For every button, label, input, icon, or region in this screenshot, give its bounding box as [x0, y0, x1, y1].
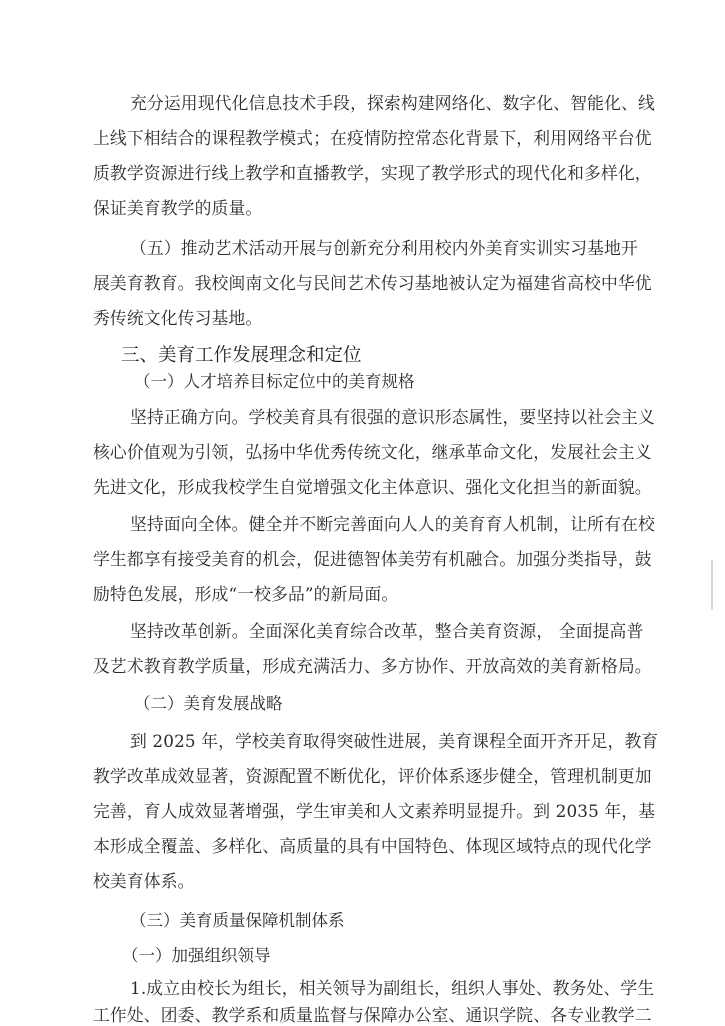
- paragraph-line: 励特色发展，形成“一校多品”的新局面。: [93, 584, 399, 604]
- paragraph-line: 及艺术教育教学质量，形成充满活力、多方协作、开放高效的美育新格局。: [93, 656, 652, 676]
- paragraph-line: 学生都享有接受美育的机会，促进德智体美劳有机融合。加强分类指导，鼓: [93, 549, 652, 569]
- paragraph-line: 保证美育教学的质量。: [93, 198, 263, 218]
- paragraph-line: 充分运用现代化信息技术手段，探索构建网络化、数字化、智能化、线: [130, 93, 655, 113]
- paragraph-line: （五）推动艺术活动开展与创新充分利用校内外美育实训实习基地开: [130, 238, 638, 258]
- scan-edge-mark: [711, 560, 713, 610]
- paragraph-line: 校美育体系。: [93, 871, 195, 891]
- subsection-heading: （三）美育质量保障机制体系: [130, 911, 345, 930]
- paragraph-line: 坚持面向全体。健全并不断完善面向人人的美育育人机制，让所有在校: [130, 514, 655, 534]
- paragraph-line: 坚持正确方向。学校美育具有很强的意识形态属性，要坚持以社会主义: [130, 407, 655, 427]
- paragraph-line: 秀传统文化传习基地。: [93, 308, 263, 328]
- paragraph-line: 展美育教育。我校闽南文化与民间艺术传习基地被认定为福建省高校中华优: [93, 273, 652, 293]
- paragraph-line: 本形成全覆盖、多样化、高质量的具有中国特色、体现区域特点的现代化学: [93, 836, 652, 856]
- paragraph-line: 先进文化，形成我校学生自觉增强文化主体意识、强化文化担当的新面貌。: [93, 477, 652, 497]
- paragraph-line: 完善，育人成效显著增强，学生审美和人文素养明显提升。到 2035 年，基: [93, 801, 656, 821]
- paragraph-line: 教学改革成效显著，资源配置不断优化，评价体系逐步健全，管理机制更加: [93, 766, 652, 786]
- paragraph-line: 工作处、团委、教学系和质量监督与保障办公室、通识学院、各专业教学二: [93, 1005, 652, 1025]
- section-heading: 三、美育工作发展理念和定位: [121, 345, 362, 366]
- paragraph-line: 核心价值观为引领，弘扬中华优秀传统文化，继承革命文化，发展社会主义: [93, 442, 652, 462]
- paragraph-line: 1.成立由校长为组长，相关领导为副组长，组织人事处、教务处、学生: [130, 978, 655, 998]
- paragraph-line: 到 2025 年，学校美育取得突破性进展，美育课程全面开齐开足，教育: [130, 731, 659, 751]
- paragraph-line: 质教学资源进行线上教学和直播教学，实现了教学形式的现代化和多样化，: [93, 163, 652, 183]
- subsection-heading: （一）加强组织领导: [122, 946, 271, 965]
- paragraph-line: 坚持改革创新。全面深化美育综合改革，整合美育资源， 全面提高普: [130, 621, 644, 641]
- subsection-heading: （二）美育发展战略: [134, 694, 283, 713]
- subsection-heading: （一）人才培养目标定位中的美育规格: [134, 372, 415, 391]
- paragraph-line: 上线下相结合的课程教学模式；在疫情防控常态化背景下，利用网络平台优: [93, 128, 652, 148]
